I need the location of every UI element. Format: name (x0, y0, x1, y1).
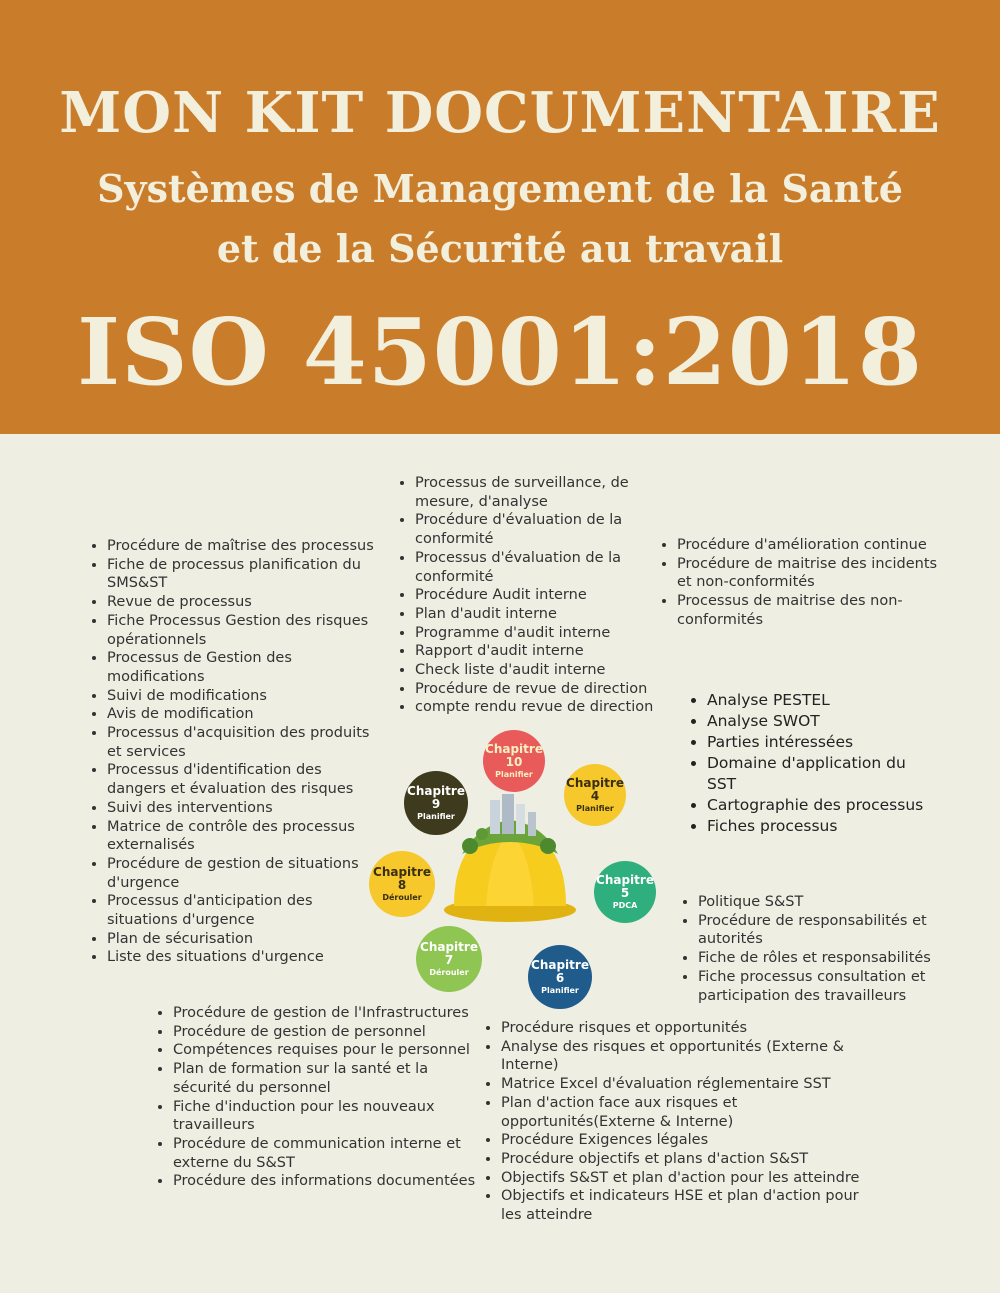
chapter-label: Chapitre (596, 872, 654, 887)
chapter-number: 5 (620, 886, 630, 901)
list-item: • Analyse des risques et opportunités (Externe & Interne) (501, 1038, 871, 1075)
list-item: • Procédure de gestion de personnel (173, 1023, 478, 1042)
list-item: • Avis de modification (107, 705, 382, 724)
list-item: • Procédure de maîtrise des processus (107, 537, 382, 556)
list-item: • Procédure de responsabilités et autorités (698, 912, 948, 949)
chapter-number: 10 (505, 755, 523, 770)
list-item: • Processus d'évaluation de la conformité (415, 549, 660, 586)
subtitle-line-1: Systèmes de Management de la Santé (97, 166, 903, 211)
chapter-label: Chapitre (566, 775, 624, 790)
list-item: • Procédure de revue de direction (415, 680, 660, 699)
chapter-label: Chapitre (407, 783, 465, 798)
subtitle-line-2: et de la Sécurité au travail (216, 226, 784, 271)
list-item: • Politique S&ST (698, 893, 948, 912)
list-item: • Procédure de gestion de situations d'urgence (107, 855, 382, 892)
chapter-label: Chapitre (531, 957, 589, 972)
list-item: • Fiche processus consultation et participation des travailleurs (698, 968, 948, 1005)
list-item: • Fiches processus (707, 816, 932, 837)
list-item: • Parties intéressées (707, 732, 932, 753)
list-item: • Procédure risques et opportunités (501, 1019, 871, 1038)
chapter-8-circle (369, 851, 435, 917)
list-item: • Plan de formation sur la santé et la sécurité du personnel (173, 1060, 478, 1097)
chapter-label: Chapitre (373, 864, 431, 879)
list-item: • Fiche d'induction pour les nouveaux travailleurs (173, 1098, 478, 1135)
list-item: • Objectifs S&ST et plan d'action pour les atteindre (501, 1169, 871, 1188)
list-item: • Procédure d'évaluation de la conformité (415, 511, 660, 548)
list-lower-right (678, 893, 948, 1005)
list-item: • Check liste d'audit interne (415, 661, 660, 680)
chapter-number: 6 (555, 971, 565, 986)
chapter-phase: Dérouler (382, 893, 422, 903)
chapter-5-circle (594, 861, 656, 923)
list-left (87, 537, 382, 967)
chapter-number: 4 (590, 789, 600, 804)
chapter-6-circle (528, 945, 592, 1009)
list-item: • Plan d'action face aux risques et opportunités(Externe & Interne) (501, 1094, 871, 1131)
list-bottom-left (153, 1004, 478, 1191)
chapter-phase: Planifier (576, 804, 614, 814)
list-item: • Programme d'audit interne (415, 624, 660, 643)
list-item: • Liste des situations d'urgence (107, 948, 382, 967)
chapter-phase: Dérouler (429, 968, 469, 978)
list-top-center (395, 474, 660, 717)
list-item: • compte rendu revue de direction (415, 698, 660, 717)
list-item: • Processus de surveillance, de mesure, d'analyse (415, 474, 660, 511)
list-item: • Fiche Processus Gestion des risques opérationnels (107, 612, 382, 649)
chapter-number: 7 (444, 953, 454, 968)
chapter-4-circle (564, 764, 626, 826)
list-item: • Processus d'acquisition des produits et services (107, 724, 382, 761)
chapter-9-circle (404, 771, 468, 835)
list-item: • Procédure Audit interne (415, 586, 660, 605)
chapter-phase: Planifier (417, 812, 455, 822)
list-item: • Suivi de modifications (107, 687, 382, 706)
chapter-10-circle (483, 730, 545, 792)
list-top-right (657, 536, 947, 630)
list-item: • Objectifs et indicateurs HSE et plan d'action pour les atteindre (501, 1187, 871, 1224)
list-item: • Analyse SWOT (707, 711, 932, 732)
chapter-phase: PDCA (612, 901, 638, 911)
chapter-phase: Planifier (495, 770, 533, 780)
list-item: • Rapport d'audit interne (415, 642, 660, 661)
list-item: • Compétences requises pour le personnel (173, 1041, 478, 1060)
list-item: • Processus de Gestion des modifications (107, 649, 382, 686)
list-item: • Suivi des interventions (107, 799, 382, 818)
chapter-diagram (362, 730, 662, 1012)
list-item: • Procédure de maitrise des incidents et non-conformités (677, 555, 947, 592)
chapter-label: Chapitre (485, 741, 543, 756)
list-item: • Fiche de processus planification du SMS&ST (107, 556, 382, 593)
list-item: • Matrice Excel d'évaluation réglementaire SST (501, 1075, 871, 1094)
list-bottom-right (481, 1019, 871, 1225)
list-item: • Plan d'audit interne (415, 605, 660, 624)
list-item: • Domaine d'application du SST (707, 753, 932, 795)
list-item: • Procédure d'amélioration continue (677, 536, 947, 555)
list-item: • Plan de sécurisation (107, 930, 382, 949)
list-item: • Procédure objectifs et plans d'action S&ST (501, 1150, 871, 1169)
list-item: • Procédure Exigences légales (501, 1131, 871, 1150)
list-item: • Procédure de gestion de l'Infrastructures (173, 1004, 478, 1023)
list-item: • Processus d'identification des dangers et évaluation des risques (107, 761, 382, 798)
chapter-number: 8 (397, 878, 407, 893)
list-item: • Procédure de communication interne et externe du S&ST (173, 1135, 478, 1172)
list-item: • Revue de processus (107, 593, 382, 612)
list-item: • Processus d'anticipation des situations d'urgence (107, 892, 382, 929)
list-item: • Analyse PESTEL (707, 690, 932, 711)
kit-title: MON KIT DOCUMENTAIRE (59, 80, 941, 146)
chapter-number: 9 (431, 797, 441, 812)
list-item: • Matrice de contrôle des processus externalisés (107, 818, 382, 855)
header-band (0, 0, 1000, 434)
list-item: • Fiche de rôles et responsabilités (698, 949, 948, 968)
chapter-7-circle (416, 926, 482, 992)
chapter-label: Chapitre (420, 939, 478, 954)
list-mid-right (687, 690, 932, 837)
chapter-phase: Planifier (541, 986, 579, 996)
list-item: • Cartographie des processus (707, 795, 932, 816)
list-item: • Processus de maitrise des non-conformités (677, 592, 947, 629)
list-item: • Procédure des informations documentées (173, 1172, 478, 1191)
iso-standard: ISO 45001:2018 (77, 298, 923, 406)
